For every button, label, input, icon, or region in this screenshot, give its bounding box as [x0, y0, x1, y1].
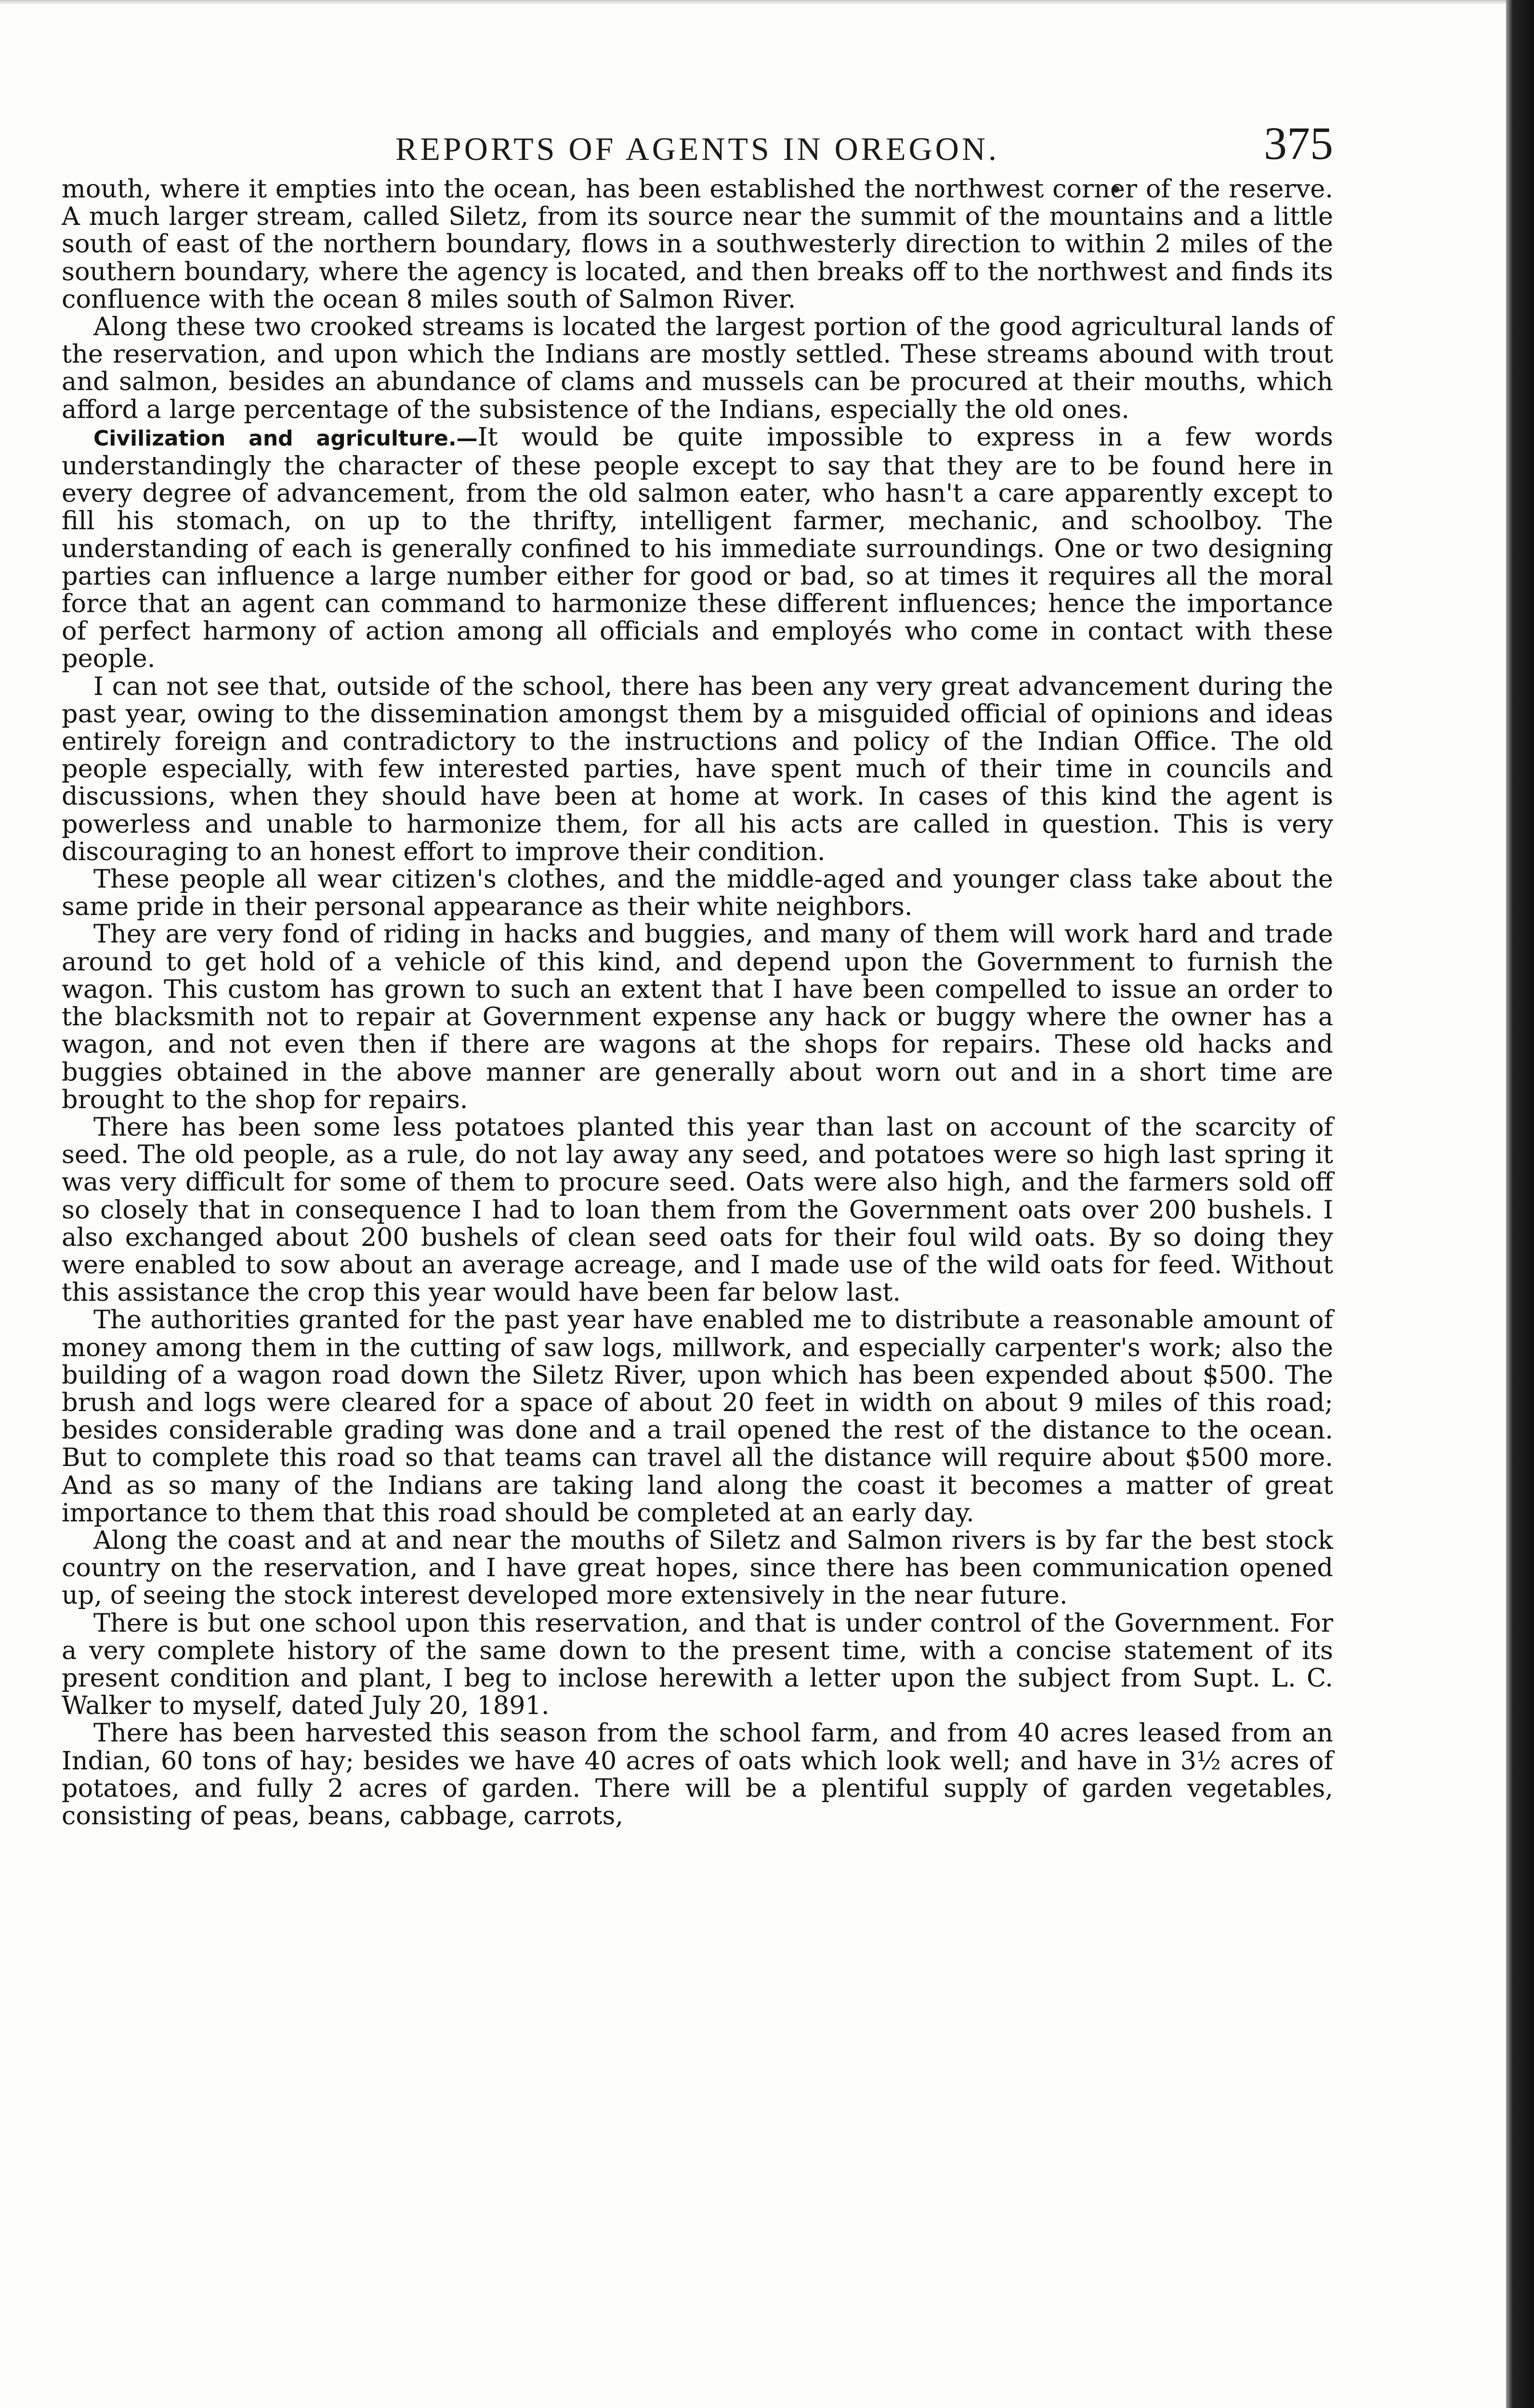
section-heading: Civilization and agriculture.—	[93, 426, 478, 451]
paragraph-6: They are very fond of riding in hacks and buggies, and many of them will work hard and trade around to get hold of a vehicle of this kind, and depend upon the Government to furnish the wagon. This custom has grown to such an extent that I have been compelled to issue an order to the blacksmith not to repair at Government expense any hack or buggy where the owner has a wagon, and not even then if there are wagons at the shops for repairs. These old hacks and buggies obtained in the above manner are generally about worn out and in a short time are brought to the shop for repairs.	[62, 919, 1333, 1114]
paragraph-3-text: It would be quite impossible to express in a few words understandingly the character of these people except to say that they are to be found here in every degree of advancement, from the old salmon eater, who hasn't a care apparently except to fill his stomach, on up to the thrifty, intelligent farmer, mechanic, and schoolboy. The understanding of each is generally confined to his immediate surroundings. One or two designing parties can influence a large number either for good or bad, so at times it requires all the moral force that an agent can command to harmonize these different influences; hence the importance of perfect harmony of action among all officials and employés who come in contact with these people.	[62, 422, 1333, 674]
scan-binding-edge	[1506, 0, 1534, 2408]
running-head	[62, 116, 1333, 173]
paragraph-4: I can not see that, outside of the school, there has been any very great advancement during the past year, owing to the dissemination amongst them by a misguided official of opinions and ideas entirely foreign and contradictory to the instructions and policy of the Indian Office. The old people especially, with few interested parties, have spent much of their time in councils and discussions, when they should have been at home at work. In cases of this kind the agent is powerless and unable to harmonize them, for all his acts are called in question. This is very discouraging to an honest effort to improve their condition.	[62, 671, 1333, 866]
body-text	[62, 175, 1333, 1830]
page-number: 375	[1264, 118, 1333, 169]
document-page	[62, 116, 1333, 1830]
paragraph-8: The authorities granted for the past year have enabled me to distribute a reasonable amount of money among them in the cutting of saw logs, millwork, and especially carpenter's work; also the building of a wagon road down the Siletz River, upon which has been expended about $500. The brush and logs were cleared for a space of about 20 feet in width on about 9 miles of this road; besides considerable grading was done and a trail opened the rest of the distance to the ocean. But to complete this road so that teams can travel all the distance will require about $500 more. And as so many of the Indians are taking land along the coast it becomes a matter of great importance to them that this road should be completed at an early day.	[62, 1305, 1333, 1528]
paragraph-2: Along these two crooked streams is located the largest portion of the good agricultural lands of the reservation, and upon which the Indians are mostly settled. These streams abound with trout and salmon, besides an abundance of clams and mussels can be procured at their mouths, which afford a large percentage of the subsistence of the Indians, especially the old ones.	[62, 312, 1333, 424]
paragraph-9: Along the coast and at and near the mouths of Siletz and Salmon rivers is by far the best stock country on the reservation, and I have great hopes, since there has been communication opened up, of seeing the stock interest developed more extensively in the near future.	[62, 1525, 1333, 1610]
paragraph-5: These people all wear citizen's clothes, and the middle-aged and younger class take about the same pride in their personal appearance as their white neighbors.	[62, 864, 1333, 922]
scan-top-edge	[0, 0, 1534, 5]
paragraph-7: There has been some less potatoes planted this year than last on account of the scarcity of seed. The old people, as a rule, do not lay away any seed, and potatoes were so high last spring it was very difficult for some of them to procure seed. Oats were also high, and the farmers sold off so closely that in consequence I had to loan them from the Government oats over 200 bushels. I also exchanged about 200 bushels of clean seed oats for their foul wild oats. By so doing they were enabled to sow about an average acreage, and I made use of the wild oats for feed. Without this assistance the crop this year would have been far below last.	[62, 1112, 1333, 1308]
paragraph-10: There is but one school upon this reservation, and that is under control of the Government. For a very complete history of the same down to the present time, with a concise statement of its present condition and plant, I beg to inclose herewith a letter upon the subject from Supt. L. C. Walker to myself, dated July 20, 1891.	[62, 1608, 1333, 1721]
running-title: REPORTS OF AGENTS IN OREGON.	[395, 131, 999, 167]
paragraph-1: mouth, where it empties into the ocean, has been established the northwest corner of the reserve. A much larger stream, called Siletz, from its source near the summit of the mountains and a little south of east of the northern boundary, flows in a southwesterly direction to within 2 miles of the southern boundary, where the agency is located, and then breaks off to the northwest and finds its confluence with the ocean 8 miles south of Salmon River.	[62, 174, 1333, 314]
paragraph-3	[62, 423, 1333, 673]
paragraph-11: There has been harvested this season from the school farm, and from 40 acres leased from an Indian, 60 tons of hay; besides we have 40 acres of oats which look well; and have in 3½ acres of potatoes, and fully 2 acres of garden. There will be a plentiful supply of garden vegetables, consisting of peas, beans, cabbage, carrots,	[62, 1718, 1333, 1831]
